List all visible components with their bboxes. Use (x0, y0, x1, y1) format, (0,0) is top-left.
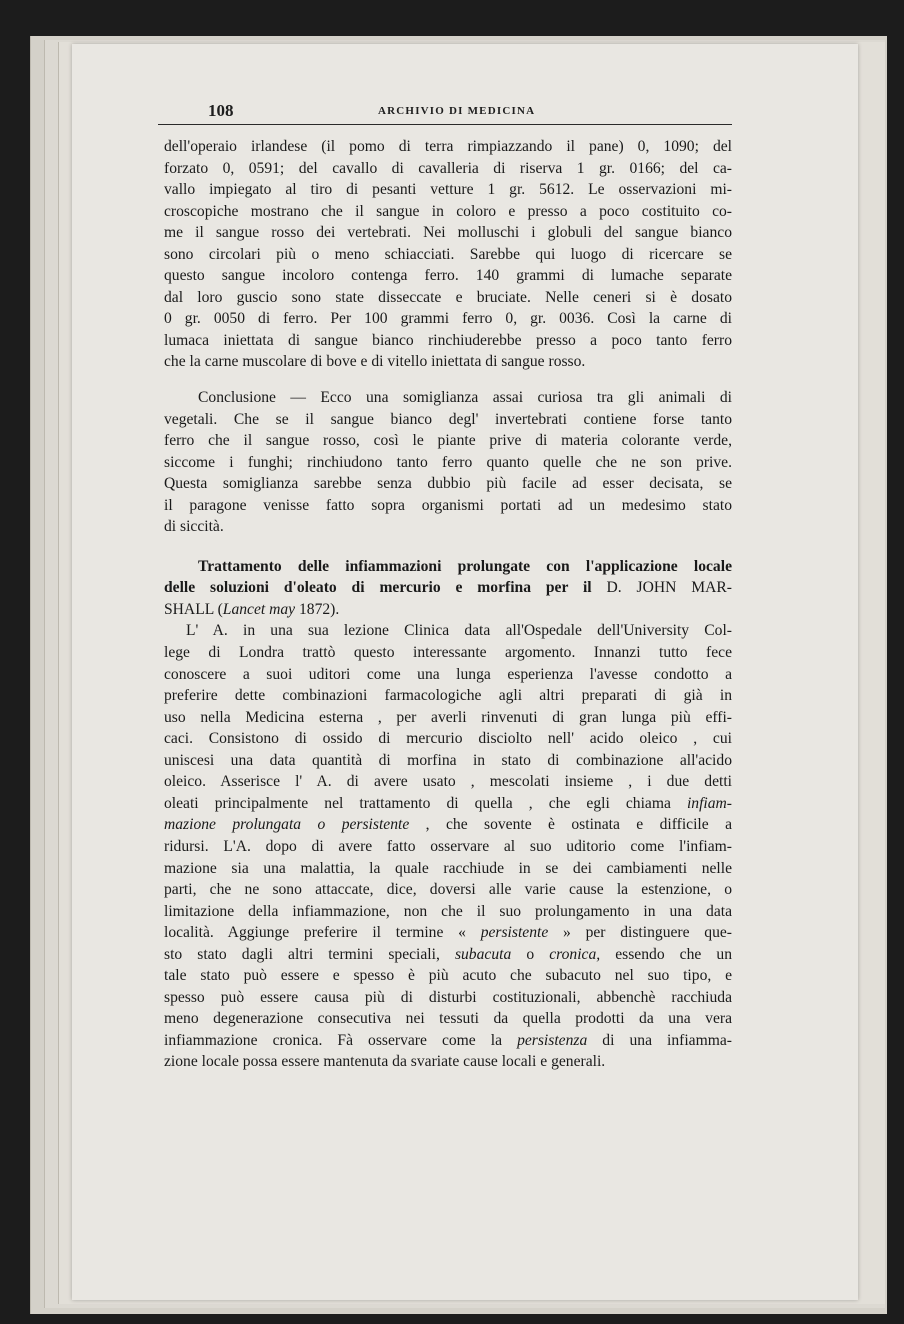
text-line: zione locale possa essere mantenuta da svariate cause locali e generali. (164, 1053, 606, 1071)
article-source: Lancet may (222, 600, 296, 618)
text-line: tale stato può essere e spesso è più acuto che subacuto nel suo tipo, e (164, 967, 732, 985)
text-line: dell'operaio irlandese (il pomo di terra rimpiazzando il pane) 0, 1090; del (164, 138, 732, 155)
text-line: L' A. in una sua lezione Clinica data all'Ospedale dell'University Col- (186, 622, 732, 640)
text-line: uniscesi una data quantità di morfina in stato di combinazione all'acido (164, 751, 732, 769)
page-header (158, 99, 728, 121)
text-line: ferro che il sangue rosso, così le piante prive di materia colorante verde, (164, 432, 732, 450)
page-number: 108 (208, 101, 234, 120)
text-line: lumaca iniettata di sangue bianco rinchiuderebbe presso a poco tanto ferro (164, 331, 732, 349)
text-line: me il sangue rosso dei vertebrati. Nei molluschi i globuli del sangue bianco (164, 224, 732, 242)
text-run: , che sovente è ostinata e difficile a (409, 816, 733, 834)
text-line: spesso può essere causa più di disturbi costituzionali, abbenchè racchiuda (164, 988, 732, 1006)
text-run: di una infiamma- (587, 1031, 732, 1049)
article-author-cont: SHALL ( (164, 600, 223, 618)
article-title-line (164, 599, 732, 621)
text-line: Conclusione — Ecco una somiglianza assai curiosa tra gli animali di (198, 389, 732, 407)
text-line (164, 814, 732, 836)
text-run: località. Aggiunge preferire il termine « (164, 924, 481, 942)
text-run: o (511, 945, 550, 963)
text-line (164, 793, 732, 815)
text-line: parti, che ne sono attaccate, dice, doversi alle varie cause la estenzione, o (164, 881, 732, 899)
text-line: vegetali. Che se il sangue bianco degl' invertebrati contiene forse tanto (164, 410, 732, 428)
text-line: ridursi. L'A. dopo di avere fatto osservare al suo uditorio come l'infiam- (164, 837, 732, 855)
text-line: che la carne muscolare di bove e di vitello iniettata di sangue rosso. (164, 353, 586, 371)
text-line (164, 1030, 732, 1052)
article-title-line: Trattamento delle infiammazioni prolungate con l'applicazione locale (198, 557, 732, 575)
text-line: limitazione della infiammazione, non che il suo prolungamento in una data (164, 902, 732, 920)
paragraph-1 (164, 136, 732, 373)
article-title-line (164, 577, 732, 599)
article-year: 1872). (295, 600, 340, 618)
italic-run: subacuta (454, 945, 512, 963)
italic-run: mazione prolungata o persistente (164, 816, 410, 834)
text-line (164, 944, 732, 966)
text-line: oleico. Asserisce l' A. di avere usato , mescolati insieme , i due detti (164, 773, 732, 791)
article-author: D. JOHN MAR- (591, 579, 733, 597)
text-line: sono circolari più o meno schiacciati. Sarebbe qui luogo di ricercare se (164, 245, 732, 263)
paragraph-2 (164, 387, 732, 538)
text-line: croscopiche mostrano che il sangue in coloro e presso a poco costituito co- (164, 202, 732, 220)
italic-run: infiam- (686, 794, 732, 812)
italic-run: cronica, (549, 945, 601, 963)
text-run: oleati principalmente nel trattamento di quella , che egli chiama (164, 794, 687, 812)
text-line: lege di Londra trattò questo interessante argomento. Innanzi tutto fece (164, 644, 732, 662)
article-title (164, 556, 732, 621)
text-line: siccome i funghi; rinchiudono tanto ferro quanto quelle che ne son prive. (164, 453, 732, 471)
paragraph-3 (164, 620, 732, 1072)
text-run: » per distinguere que- (548, 924, 732, 942)
text-line: Questa somiglianza sarebbe senza dubbio più facile ad esser decisata, se (164, 475, 732, 493)
header-rule (158, 124, 732, 125)
text-line: preferire dette combinazioni farmacologiche agli altri preparati di già in (164, 687, 732, 705)
article-title-text: delle soluzioni d'oleato di mercurio e morfina per il (164, 579, 592, 597)
section-gap (164, 538, 732, 556)
text-line: questo sangue incoloro contenga ferro. 140 grammi di lumache separate (164, 267, 732, 285)
text-line: conoscere a suoi uditori come una lunga esperienza l'avesse condotto a (164, 665, 732, 683)
running-head: ARCHIVIO DI MEDICINA (378, 105, 536, 117)
text-line: forzato 0, 0591; del cavallo di cavalleria di riserva 1 gr. 0166; del ca- (164, 159, 732, 177)
text-line: mazione sia una malattia, la quale racchiude in se dei cambiamenti nelle (164, 859, 732, 877)
text-line: vallo impiegato al tiro di pesanti vetture 1 gr. 5612. Le osservazioni mi- (164, 181, 732, 199)
text-line: meno degenerazione consecutiva nei tessuti da quella prodotti da una vera (164, 1010, 732, 1028)
text-line: di siccità. (164, 518, 224, 536)
text-line: dal loro guscio sono state disseccate e bruciate. Nelle ceneri si è dosato (164, 288, 732, 306)
body-text (164, 136, 732, 1073)
text-line: 0 gr. 0050 di ferro. Per 100 grammi ferro 0, gr. 0036. Così la carne di (164, 310, 732, 328)
text-line: uso nella Medicina esterna , per averli rinvenuti di gran lunga più effi- (164, 708, 732, 726)
text-run: sto stato dagli altri termini speciali, (164, 945, 455, 963)
text-run: essendo che un (600, 945, 732, 963)
text-line: il paragone venisse fatto sopra organismi portati ad un medesimo stato (164, 496, 732, 514)
italic-run: persistente (480, 924, 549, 942)
paragraph-gap (164, 373, 732, 387)
text-run: infiammazione cronica. Fà osservare come la (164, 1031, 518, 1049)
text-line: caci. Consistono di ossido di mercurio disciolto nell' acido oleico , cui (164, 730, 732, 748)
text-line (164, 922, 732, 944)
italic-run: persistenza (517, 1031, 588, 1049)
